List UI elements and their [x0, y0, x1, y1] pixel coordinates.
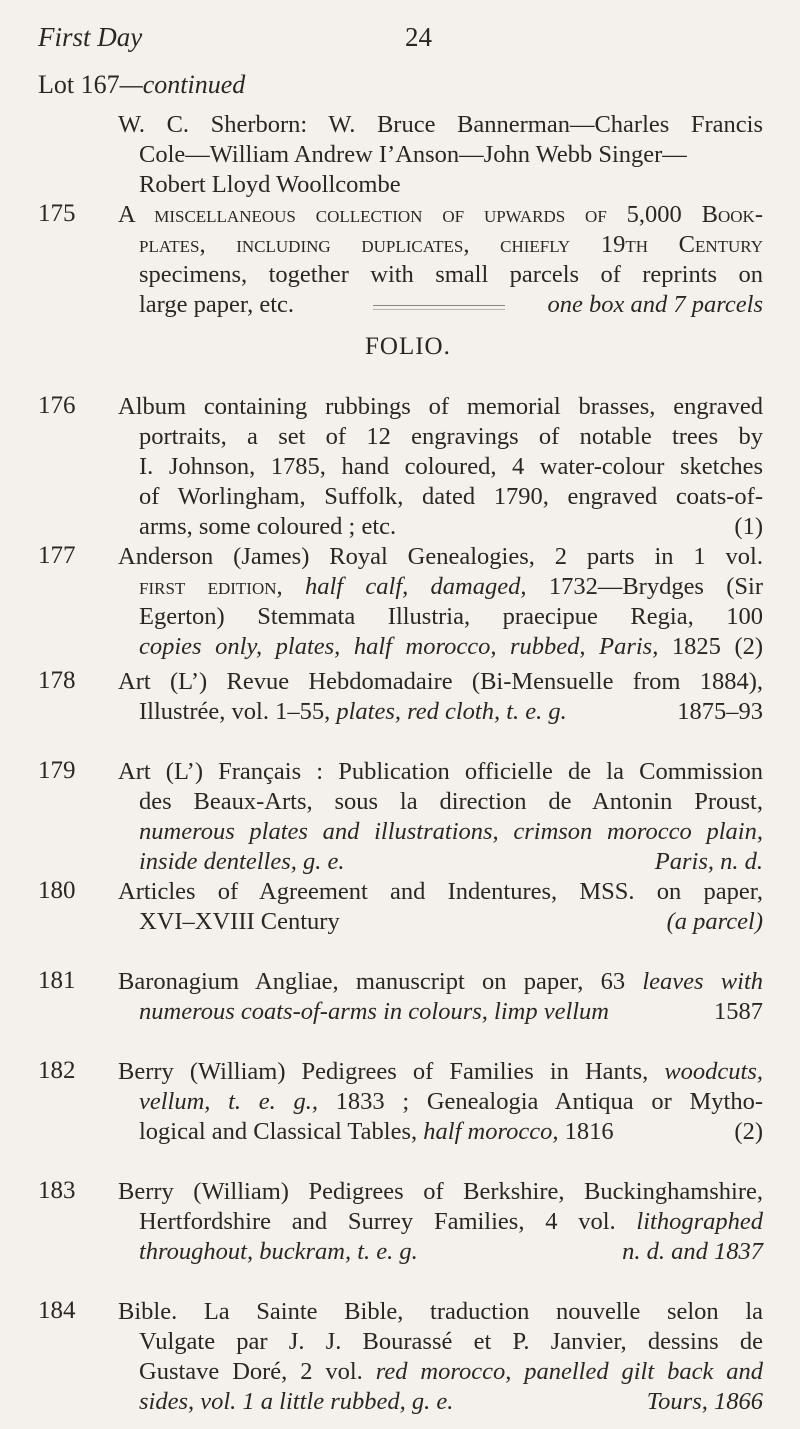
text-line: numerous plates and illustrations, crimson morocco plain,	[139, 818, 763, 845]
lot-note: (1)	[734, 513, 763, 540]
text-line: inside dentelles, g. e. Paris, n. d.	[139, 848, 763, 875]
lot-176-description	[118, 392, 763, 542]
lot-number: 177	[38, 542, 76, 569]
lot-184-description	[118, 1297, 763, 1417]
lot-note: Tours, 1866	[646, 1388, 763, 1415]
text-line: numerous coats-of-arms in colours, limp vellum 1587	[139, 998, 763, 1025]
text-line: Gustave Doré, 2 vol. red morocco, panelled gilt back and	[139, 1358, 763, 1385]
lot-175-description	[118, 200, 763, 320]
text-line: plates, including duplicates, chiefly 19th Century	[139, 231, 763, 258]
text-line: of Worlingham, Suffolk, dated 1790, engraved coats-of-	[139, 483, 763, 510]
text-line: Anderson (James) Royal Genealogies, 2 parts in 1 vol.	[118, 543, 763, 570]
lot-number: 182	[38, 1057, 76, 1084]
lot-number: 179	[38, 757, 76, 784]
lot-note: Paris, n. d.	[654, 848, 763, 875]
lot-number: 180	[38, 877, 76, 904]
lot-note: (2)	[734, 1118, 763, 1145]
lot-number: 184	[38, 1297, 76, 1324]
lot-number: 175	[38, 200, 76, 227]
text-line: Album containing rubbings of memorial brasses, engraved	[118, 393, 763, 420]
page-header	[38, 22, 766, 62]
lot-note: 1587	[714, 998, 763, 1025]
text-line: arms, some coloured ; etc. (1)	[139, 513, 763, 540]
lot-number: 181	[38, 967, 76, 994]
text-line: Berry (William) Pedigrees of Berkshire, Buckinghamshire,	[118, 1178, 763, 1205]
text-line: Articles of Agreement and Indentures, MSS. on paper,	[118, 878, 763, 905]
lot-number: 178	[38, 667, 76, 694]
text-line: Vulgate par J. J. Bourassé et P. Janvier, dessins de	[139, 1328, 763, 1355]
lot-heading	[38, 70, 245, 100]
lot-heading-label: Lot 167	[38, 70, 120, 99]
text-line: throughout, buckram, t. e. g. n. d. and 1837	[139, 1238, 763, 1265]
lot-183-description	[118, 1177, 763, 1267]
text-line: Bible. La Sainte Bible, traduction nouvelle selon la	[118, 1298, 763, 1325]
text-line: Robert Lloyd Woollcombe	[139, 171, 401, 198]
lot-177-description	[118, 542, 763, 662]
text-line: A miscellaneous collection of upwards of 5,000 Book-	[118, 201, 763, 228]
running-title: First Day	[38, 22, 143, 52]
text-line: I. Johnson, 1785, hand coloured, 4 water-colour sketches	[139, 453, 763, 480]
text-line: Art (L’) Revue Hebdomadaire (Bi-Mensuelle from 1884),	[118, 668, 763, 695]
text-line: Art (L’) Français : Publication officielle de la Commission	[118, 758, 763, 785]
section-divider	[373, 305, 505, 310]
lot-179-description	[118, 757, 763, 877]
lot-heading-continued: —continued	[119, 70, 246, 99]
page-number: 24	[405, 22, 432, 52]
section-heading: FOLIO.	[365, 333, 451, 360]
lot-182-description	[118, 1057, 763, 1147]
lot-note: 1875–93	[677, 698, 763, 725]
lot-note: one box and 7 parcels	[547, 291, 763, 318]
lot-167-description	[118, 110, 763, 200]
text-line: first edition, half calf, damaged, 1732—Brydges (Sir	[139, 573, 763, 600]
text-line: specimens, together with small parcels of reprints on	[139, 261, 763, 288]
text-line: large paper, etc. one box and 7 parcels	[139, 291, 763, 318]
lot-181-description	[118, 967, 763, 1027]
text-line: W. C. Sherborn: W. Bruce Bannerman—Charles Francis	[118, 111, 763, 138]
text-line: sides, vol. 1 a little rubbed, g. e. Tours, 1866	[139, 1388, 763, 1415]
lot-number: 183	[38, 1177, 76, 1204]
text-line: XVI–XVIII Century (a parcel)	[139, 908, 763, 935]
text-line: Egerton) Stemmata Illustria, praecipue Regia, 100	[139, 603, 763, 630]
text-line: Cole—William Andrew I’Anson—John Webb Singer—	[139, 141, 687, 168]
text-line: logical and Classical Tables, half morocco, 1816 (2)	[139, 1118, 763, 1145]
text-line: copies only, plates, half morocco, rubbed, Paris, 1825 (2)	[139, 633, 763, 660]
text-line: vellum, t. e. g., 1833 ; Genealogia Antiqua or Mytho-	[139, 1088, 763, 1115]
lot-note: n. d. and 1837	[622, 1238, 763, 1265]
lot-note: (a parcel)	[666, 908, 763, 935]
text-line: Hertfordshire and Surrey Families, 4 vol. lithographed	[139, 1208, 763, 1235]
lot-number: 176	[38, 392, 76, 419]
lot-178-description	[118, 667, 763, 727]
text-line: portraits, a set of 12 engravings of notable trees by	[139, 423, 763, 450]
text-line: Baronagium Angliae, manuscript on paper, 63 leaves with	[118, 968, 763, 995]
text-line: des Beaux-Arts, sous la direction de Antonin Proust,	[139, 788, 763, 815]
lot-180-description	[118, 877, 763, 937]
text-line: Berry (William) Pedigrees of Families in Hants, woodcuts,	[118, 1058, 763, 1085]
text-line: Illustrée, vol. 1–55, plates, red cloth, t. e. g. 1875–93	[139, 698, 763, 725]
